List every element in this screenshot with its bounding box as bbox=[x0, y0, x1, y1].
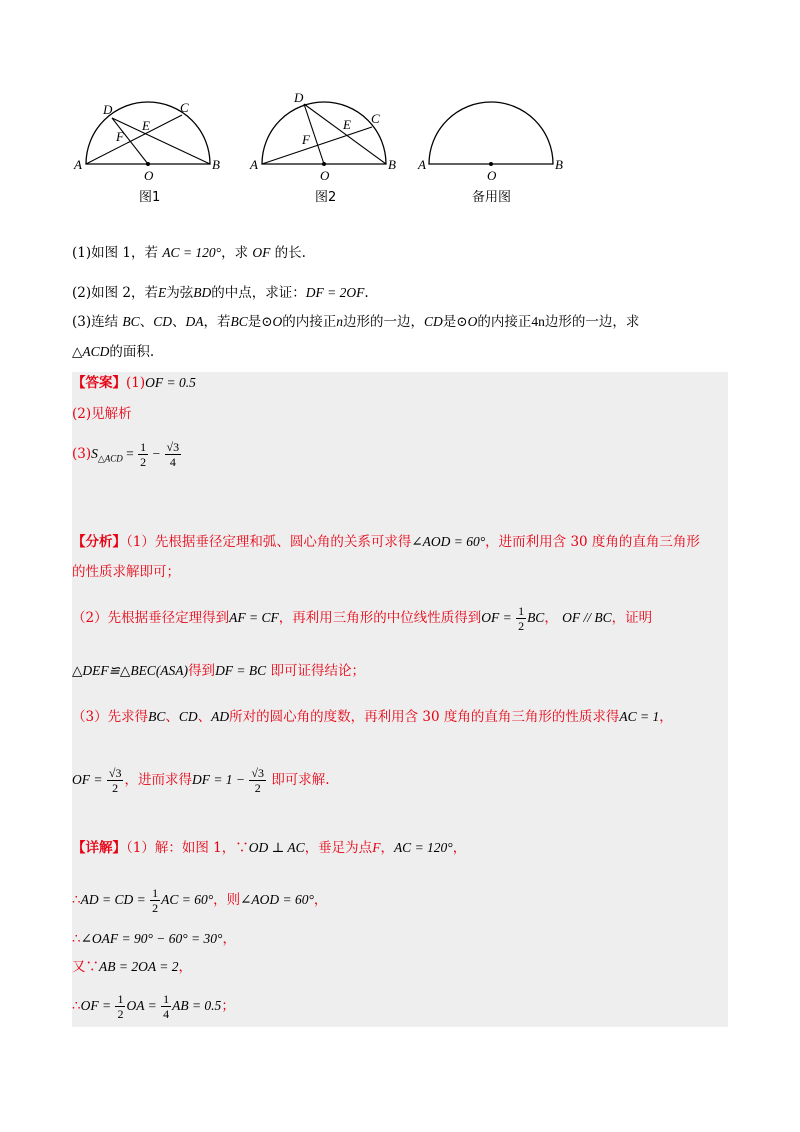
frac-den: 2 bbox=[152, 901, 159, 915]
analysis-frac bbox=[516, 604, 526, 633]
analysis-frac bbox=[249, 766, 266, 795]
detail-text: 又∵ bbox=[72, 959, 99, 975]
analysis-text: ，再利用三角形的中位线性质得到 bbox=[278, 610, 482, 626]
label-B: B bbox=[212, 157, 220, 172]
analysis-line-1 bbox=[72, 532, 700, 552]
label-A: A bbox=[74, 157, 82, 172]
figure-3 bbox=[416, 88, 576, 183]
figure-2 bbox=[248, 88, 408, 183]
analysis-math: CD bbox=[178, 709, 198, 724]
answer-line-3 bbox=[72, 440, 182, 469]
question-2 bbox=[72, 283, 369, 303]
q3-circle: ⊙O bbox=[261, 314, 283, 329]
frac-num: 1 bbox=[518, 604, 525, 618]
analysis-math: AF = CF bbox=[229, 610, 279, 625]
analysis-math: ∠AOD = 60° bbox=[411, 534, 486, 549]
detail-math: OF = bbox=[80, 998, 115, 1013]
q2-mid1: 为弦 bbox=[166, 285, 194, 301]
detail-math: AB = 2OA = 2 bbox=[99, 959, 179, 974]
q3-da: DA bbox=[185, 314, 204, 329]
analysis-math: BC bbox=[527, 610, 545, 625]
analysis-line-5 bbox=[72, 707, 673, 727]
question-1 bbox=[72, 243, 306, 263]
a3-sub: △ACD bbox=[97, 453, 123, 464]
frac-den: 4 bbox=[169, 455, 176, 469]
frac-num: 1 bbox=[117, 992, 124, 1006]
analysis-math: AD bbox=[211, 709, 230, 724]
q3-text: 是 bbox=[442, 314, 457, 330]
analysis-math: OF = bbox=[72, 772, 106, 787]
analysis-text: 得到 bbox=[188, 663, 216, 679]
detail-text: ， bbox=[380, 840, 394, 856]
question-3-line2 bbox=[72, 342, 154, 362]
detail-frac bbox=[150, 886, 160, 915]
label-C: C bbox=[180, 100, 189, 115]
q1-arc-expr: AC = 120° bbox=[162, 245, 222, 260]
label-E: E bbox=[343, 117, 351, 132]
analysis-text: ， bbox=[544, 610, 558, 626]
label-O: O bbox=[144, 168, 154, 183]
q2-expr: DF = 2OF bbox=[305, 285, 365, 300]
detail-text: ， bbox=[178, 959, 192, 975]
analysis-text: ，证明 bbox=[611, 610, 653, 626]
frac-den: 2 bbox=[254, 781, 261, 795]
figure-2-diagram bbox=[248, 88, 408, 183]
label-F: F bbox=[302, 132, 310, 147]
a3-frac-1 bbox=[138, 440, 148, 469]
analysis-math: DF = 1 − bbox=[191, 772, 249, 787]
frac-num: 1 bbox=[163, 992, 170, 1006]
analysis-math: OF = bbox=[481, 610, 516, 625]
q3-cd: CD bbox=[424, 314, 443, 329]
q1-var: OF bbox=[252, 245, 271, 260]
detail-text: ∴ bbox=[72, 892, 81, 908]
q3-text: ，若 bbox=[203, 314, 231, 330]
answer-label: 【答案】 bbox=[72, 375, 126, 391]
a3-prefix: (3) bbox=[72, 446, 92, 462]
q3-sep: 、 bbox=[139, 314, 154, 330]
a3-eq: = bbox=[122, 446, 138, 461]
q3-text: 边形的一边， bbox=[343, 314, 425, 330]
label-A: A bbox=[418, 157, 426, 172]
analysis-text: 、 bbox=[197, 709, 212, 725]
frac-num: √3 bbox=[166, 440, 180, 454]
q3-text: (3)连结 bbox=[72, 314, 119, 330]
frac-den: 4 bbox=[163, 1007, 170, 1021]
figure-1-caption: 图1 bbox=[139, 190, 161, 205]
detail-math: AC = 120° bbox=[393, 840, 453, 855]
q3-text: 是 bbox=[247, 314, 262, 330]
detail-text: （1）解：如图 1，∵ bbox=[126, 840, 249, 856]
analysis-text: （1）先根据垂径定理和弧、圆心角的关系可求得 bbox=[126, 534, 412, 550]
a3-minus: − bbox=[149, 446, 164, 461]
detail-math: F bbox=[372, 840, 381, 855]
q3-text: 的内接正 bbox=[282, 314, 337, 330]
analysis-text: 、 bbox=[165, 709, 179, 725]
a3-frac-2 bbox=[165, 440, 182, 469]
a3-s: S bbox=[91, 446, 98, 461]
frac-num: 1 bbox=[140, 440, 147, 454]
q2-mid2: 的中点，求证： bbox=[211, 285, 306, 301]
analysis-line-6 bbox=[72, 766, 330, 795]
q1-suffix: 的长. bbox=[274, 245, 306, 261]
label-D: D bbox=[103, 102, 113, 117]
analysis-line-4 bbox=[72, 661, 365, 681]
analysis-math: △DEF≌△BEC(ASA) bbox=[72, 663, 189, 678]
analysis-label: 【分析】 bbox=[72, 534, 126, 550]
q3-triangle: △ACD bbox=[72, 344, 110, 359]
detail-text: ，垂足为点 bbox=[304, 840, 373, 856]
detail-text: ， bbox=[452, 840, 467, 856]
analysis-text: （3）先求得 bbox=[72, 709, 149, 725]
detail-line-4 bbox=[72, 957, 192, 977]
label-A: A bbox=[250, 157, 258, 172]
detail-math: AD = CD = bbox=[80, 892, 150, 907]
detail-text: ， bbox=[222, 931, 236, 947]
q1-mid: ，求 bbox=[221, 245, 249, 261]
label-B: B bbox=[388, 157, 396, 172]
analysis-text: 即可求解. bbox=[271, 772, 330, 788]
figure-2-caption: 图2 bbox=[315, 190, 337, 205]
label-B: B bbox=[555, 157, 563, 172]
label-D: D bbox=[294, 90, 304, 105]
q3-sep: 、 bbox=[171, 314, 186, 330]
detail-label: 【详解】 bbox=[72, 840, 126, 856]
detail-math: AB = 0.5 bbox=[172, 998, 222, 1013]
a1-expr: OF = 0.5 bbox=[145, 375, 196, 390]
q3-text: 的内接正 bbox=[477, 314, 532, 330]
frac-num: 1 bbox=[152, 886, 159, 900]
q3-n: n bbox=[336, 314, 344, 329]
q1-prefix: (1)如图 1，若 bbox=[72, 245, 159, 261]
q2-suffix: . bbox=[364, 285, 369, 301]
q3-text: 的面积. bbox=[109, 344, 155, 360]
frac-den: 2 bbox=[112, 781, 119, 795]
q3-cd: CD bbox=[153, 314, 172, 329]
q2-bd: BD bbox=[193, 285, 212, 300]
analysis-math: BC bbox=[148, 709, 166, 724]
q3-circle: ⊙O bbox=[456, 314, 478, 329]
label-O: O bbox=[320, 168, 330, 183]
detail-math: ∠OAF = 90° − 60° = 30° bbox=[80, 931, 223, 946]
detail-line-2 bbox=[72, 886, 327, 915]
figure-3-diagram bbox=[416, 88, 576, 183]
detail-text: ， bbox=[313, 892, 328, 908]
detail-text: ∴ bbox=[72, 998, 81, 1014]
answer-line-2: (2)见解析 bbox=[72, 406, 132, 422]
analysis-text: ， bbox=[659, 709, 673, 725]
frac-num: √3 bbox=[108, 766, 122, 780]
question-3-line1 bbox=[72, 312, 639, 332]
figure-3-caption: 备用图 bbox=[472, 190, 512, 205]
frac-den: 2 bbox=[117, 1007, 124, 1021]
analysis-text: （2）先根据垂径定理得到 bbox=[72, 610, 230, 626]
frac-den: 2 bbox=[140, 455, 147, 469]
q2-e: E bbox=[158, 285, 167, 300]
analysis-text: ，进而利用含 30 度角的直角三角形 bbox=[485, 534, 700, 550]
analysis-text: 即可证得结论； bbox=[270, 663, 365, 679]
q3-bc: BC bbox=[230, 314, 248, 329]
detail-line-5 bbox=[72, 992, 235, 1021]
analysis-text: 所对的圆心角的度数，再利用含 30 度角的直角三角形的性质求得 bbox=[229, 709, 620, 725]
detail-math: OD ⊥ AC bbox=[248, 840, 305, 855]
detail-math: AC = 60° bbox=[161, 892, 214, 907]
label-C: C bbox=[371, 111, 380, 126]
label-F: F bbox=[116, 129, 124, 144]
detail-text: ； bbox=[221, 998, 235, 1014]
analysis-line-3 bbox=[72, 604, 652, 633]
detail-math: ∠AOD = 60° bbox=[240, 892, 314, 907]
analysis-line-2: 的性质求解即可； bbox=[72, 564, 180, 580]
analysis-frac bbox=[107, 766, 124, 795]
detail-frac bbox=[161, 992, 171, 1021]
answer-line-1 bbox=[72, 373, 196, 393]
detail-text: ∴ bbox=[72, 931, 81, 947]
analysis-math: OF // BC bbox=[562, 610, 612, 625]
frac-num: √3 bbox=[251, 766, 265, 780]
analysis-text: ，进而求得 bbox=[124, 772, 192, 788]
detail-frac bbox=[115, 992, 125, 1021]
q3-4n: 4n bbox=[531, 314, 545, 329]
frac-den: 2 bbox=[518, 619, 525, 633]
detail-math: OA = bbox=[126, 998, 161, 1013]
q3-text: 边形的一边，求 bbox=[544, 314, 640, 330]
q3-bc: BC bbox=[122, 314, 140, 329]
detail-line-1 bbox=[72, 838, 466, 858]
label-E: E bbox=[142, 118, 150, 133]
figure-1 bbox=[72, 88, 232, 183]
analysis-math: DF = BC bbox=[215, 663, 267, 678]
analysis-math: AC = 1 bbox=[619, 709, 660, 724]
q2-prefix: (2)如图 2，若 bbox=[72, 285, 159, 301]
detail-text: ，则 bbox=[213, 892, 241, 908]
figure-1-diagram bbox=[72, 88, 232, 183]
a1-prefix: (1) bbox=[126, 375, 146, 391]
label-O: O bbox=[487, 168, 497, 183]
detail-line-3 bbox=[72, 929, 236, 949]
